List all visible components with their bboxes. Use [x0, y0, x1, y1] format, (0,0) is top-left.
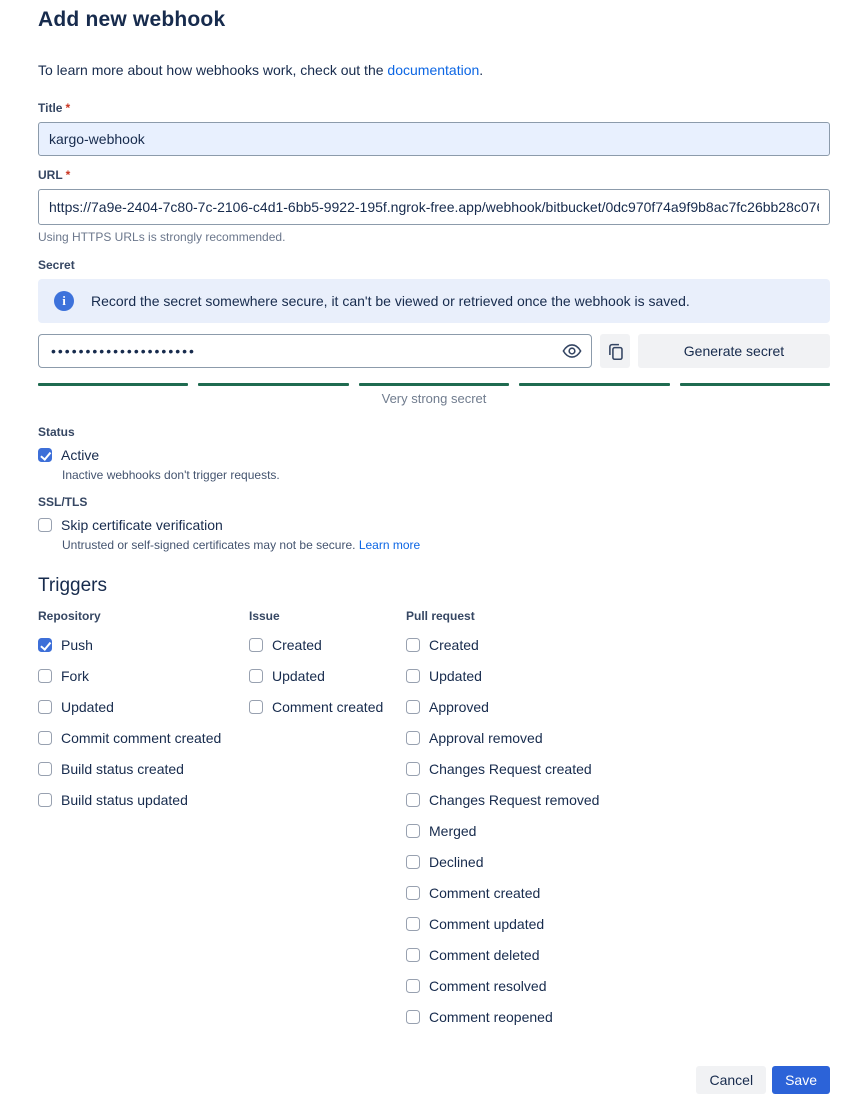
trigger-repository-commit-comment-created[interactable] [38, 730, 221, 746]
intro-text-before: To learn more about how webhooks work, check out the [38, 62, 388, 78]
title-label: Title * [38, 101, 71, 115]
checkbox-unchecked-icon[interactable] [406, 824, 420, 838]
trigger-label: Created [429, 637, 479, 653]
trigger-columns [38, 609, 830, 1040]
trigger-pull-request-approval-removed[interactable] [406, 730, 543, 746]
trigger-repository-push[interactable] [38, 637, 93, 653]
ssl-helper-text-part: Untrusted or self-signed certificates may not be secure. [62, 538, 359, 552]
trigger-issue-created[interactable] [249, 637, 322, 653]
trigger-label: Updated [61, 699, 114, 715]
trigger-label: Build status created [61, 761, 184, 777]
secret-input-wrap [38, 334, 592, 368]
checkbox-unchecked-icon[interactable] [38, 669, 52, 683]
trigger-label: Build status updated [61, 792, 188, 808]
required-asterisk: * [65, 168, 71, 182]
url-label: URL * [38, 168, 71, 182]
trigger-label: Approval removed [429, 730, 543, 746]
checkbox-unchecked-icon[interactable] [406, 700, 420, 714]
trigger-column-pull-request [406, 609, 830, 1040]
trigger-label: Comment created [272, 699, 384, 715]
secret-banner-text: Record the secret somewhere secure, it can't be viewed or retrieved once the webhook is saved. [91, 293, 690, 309]
trigger-label: Comment created [429, 885, 541, 901]
triggers-heading: Triggers [38, 575, 107, 596]
info-icon: i [54, 291, 74, 311]
checkbox-unchecked-icon[interactable] [406, 731, 420, 745]
checkbox-unchecked-icon[interactable] [249, 700, 263, 714]
trigger-label: Updated [429, 668, 482, 684]
skip-certificate-checkbox-row[interactable] [38, 517, 223, 533]
trigger-label: Commit comment created [61, 730, 222, 746]
trigger-column-header: Pull request [406, 609, 475, 623]
trigger-pull-request-comment-resolved[interactable] [406, 978, 547, 994]
trigger-pull-request-comment-reopened[interactable] [406, 1009, 553, 1025]
page-title: Add new webhook [38, 8, 226, 31]
url-input[interactable] [38, 189, 830, 225]
status-helper-text: Inactive webhooks don't trigger requests. [62, 468, 280, 482]
trigger-pull-request-comment-created[interactable] [406, 885, 540, 901]
learn-more-link[interactable]: Learn more [358, 538, 421, 552]
secret-strength-meter [38, 383, 830, 386]
checkbox-unchecked-icon[interactable] [249, 638, 263, 652]
trigger-label: Comment resolved [429, 978, 547, 994]
copy-icon [606, 341, 625, 362]
secret-info-banner [38, 279, 830, 323]
url-helper-text: Using HTTPS URLs is strongly recommended. [38, 230, 286, 244]
checkbox-checked-icon[interactable] [38, 448, 52, 462]
checkbox-unchecked-icon[interactable] [406, 669, 420, 683]
ssl-helper-text [62, 538, 830, 552]
checkbox-unchecked-icon[interactable] [406, 762, 420, 776]
skip-certificate-checkbox-label: Skip certificate verification [61, 517, 223, 533]
documentation-link[interactable]: documentation [387, 62, 480, 78]
trigger-label: Fork [61, 668, 89, 684]
checkbox-unchecked-icon[interactable] [38, 518, 52, 532]
trigger-pull-request-approved[interactable] [406, 699, 489, 715]
checkbox-unchecked-icon[interactable] [406, 979, 420, 993]
show-secret-button[interactable] [558, 337, 586, 365]
secret-label: Secret [38, 258, 75, 272]
checkbox-unchecked-icon[interactable] [38, 793, 52, 807]
trigger-pull-request-changes-request-created[interactable] [406, 761, 592, 777]
eye-icon [561, 340, 583, 362]
trigger-label: Merged [429, 823, 477, 839]
trigger-label: Declined [429, 854, 484, 870]
trigger-column-header: Repository [38, 609, 101, 623]
active-checkbox-label: Active [61, 447, 100, 463]
checkbox-unchecked-icon[interactable] [406, 948, 420, 962]
checkbox-unchecked-icon[interactable] [406, 886, 420, 900]
trigger-label: Changes Request created [429, 761, 592, 777]
trigger-label: Push [61, 637, 93, 653]
trigger-column-repository [38, 609, 249, 1040]
checkbox-unchecked-icon[interactable] [406, 793, 420, 807]
cancel-button[interactable]: Cancel [696, 1066, 766, 1094]
secret-row [38, 334, 830, 368]
intro-text [38, 62, 830, 78]
checkbox-unchecked-icon[interactable] [406, 1010, 420, 1024]
trigger-pull-request-declined[interactable] [406, 854, 483, 870]
strength-segment [359, 383, 509, 386]
strength-segment [198, 383, 348, 386]
trigger-label: Approved [429, 699, 489, 715]
title-input[interactable] [38, 122, 830, 156]
checkbox-unchecked-icon[interactable] [406, 855, 420, 869]
trigger-column-header: Issue [249, 609, 280, 623]
trigger-column-issue [249, 609, 406, 1040]
trigger-pull-request-comment-deleted[interactable] [406, 947, 540, 963]
trigger-repository-fork[interactable] [38, 668, 89, 684]
required-asterisk: * [65, 101, 71, 115]
trigger-issue-updated[interactable] [249, 668, 325, 684]
trigger-pull-request-changes-request-removed[interactable] [406, 792, 599, 808]
strength-segment [680, 383, 830, 386]
secret-input[interactable] [38, 334, 592, 368]
intro-text-after: . [479, 62, 484, 78]
trigger-pull-request-updated[interactable] [406, 668, 482, 684]
trigger-pull-request-merged[interactable] [406, 823, 476, 839]
checkbox-unchecked-icon[interactable] [406, 638, 420, 652]
checkbox-unchecked-icon[interactable] [249, 669, 263, 683]
trigger-repository-updated[interactable] [38, 699, 114, 715]
trigger-label: Created [272, 637, 322, 653]
checkbox-unchecked-icon[interactable] [38, 700, 52, 714]
trigger-label: Updated [272, 668, 325, 684]
copy-secret-button[interactable] [600, 334, 630, 368]
form-footer [38, 1066, 830, 1094]
trigger-pull-request-created[interactable] [406, 637, 479, 653]
trigger-repository-build-status-created[interactable] [38, 761, 184, 777]
trigger-label: Changes Request removed [429, 792, 600, 808]
generate-secret-button[interactable]: Generate secret [638, 334, 830, 368]
trigger-issue-comment-created[interactable] [249, 699, 383, 715]
checkbox-checked-icon[interactable] [38, 638, 52, 652]
active-checkbox-row[interactable] [38, 447, 99, 463]
trigger-label: Comment reopened [429, 1009, 553, 1025]
checkbox-unchecked-icon[interactable] [38, 762, 52, 776]
ssl-label: SSL/TLS [38, 495, 88, 509]
strength-segment [519, 383, 669, 386]
trigger-label: Comment deleted [429, 947, 540, 963]
trigger-label: Comment updated [429, 916, 545, 932]
save-button[interactable]: Save [772, 1066, 830, 1094]
secret-strength-label: Very strong secret [381, 391, 487, 406]
status-label: Status [38, 425, 75, 439]
checkbox-unchecked-icon[interactable] [406, 917, 420, 931]
checkbox-unchecked-icon[interactable] [38, 731, 52, 745]
trigger-pull-request-comment-updated[interactable] [406, 916, 544, 932]
strength-segment [38, 383, 188, 386]
trigger-repository-build-status-updated[interactable] [38, 792, 188, 808]
